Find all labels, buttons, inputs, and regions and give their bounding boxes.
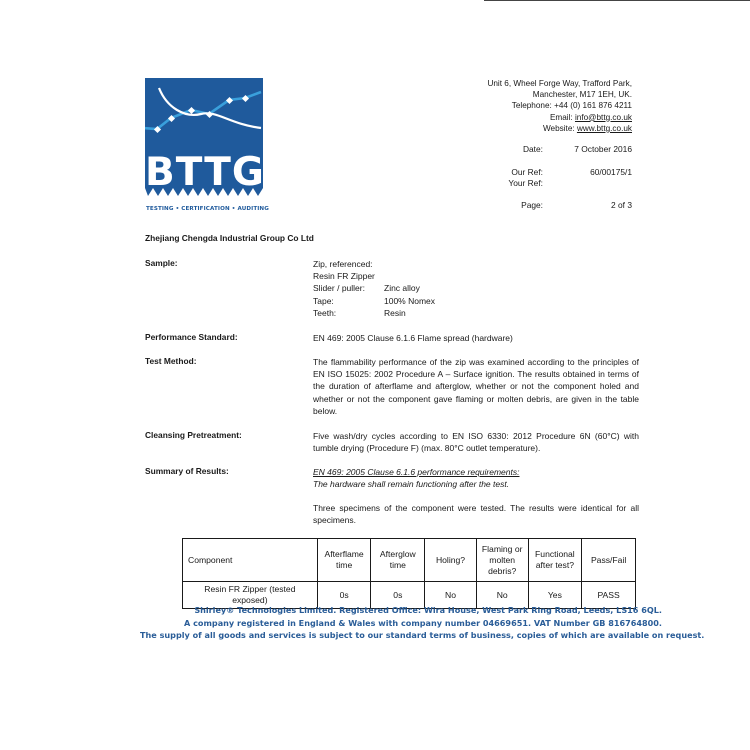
website-link[interactable]: www.bttg.co.uk: [576, 123, 632, 133]
cleansing-label: Cleansing Pretreatment:: [145, 430, 242, 440]
website-label: Website:: [542, 123, 577, 133]
sample-row: [313, 282, 639, 294]
footer: [140, 604, 705, 642]
page-label: Page:: [521, 200, 543, 210]
recipient-name: Zhejiang Chengda Industrial Group Co Ltd: [145, 233, 314, 243]
email-label: Email:: [549, 112, 575, 122]
results-table: [182, 538, 636, 609]
table-header-cell: Component: [183, 539, 318, 582]
table-header-cell: Functional after test?: [528, 539, 582, 582]
table-cell: 0s: [317, 582, 371, 609]
footer-line-3: The supply of all goods and services is subject to our standard terms of business, copies of which are available on request.: [140, 630, 705, 641]
sample-label: Sample:: [145, 258, 178, 268]
table-header-cell: Afterflame time: [317, 539, 371, 582]
footer-line-1: Shirley® Technologies Limited. Registered Office: Wira House, West Park Ring Road, Leeds, LS16 6QL.: [194, 605, 662, 615]
test-method-text: The flammability performance of the zip was examined according to the principles of EN ISO 15025: 2002 Procedure A – Surface ignition. The results obtained in terms of the duration of afterflame and afterglow, whether or not the component holed and whether or not the component gave flaming or molten debris, are given in the table below.: [313, 357, 639, 416]
website-row: [487, 123, 632, 134]
table-cell: Yes: [528, 582, 582, 609]
your-ref-label: Your Ref:: [508, 178, 543, 188]
table-cell: PASS: [582, 582, 636, 609]
table-cell: 0s: [371, 582, 425, 609]
address-line-2: Manchester, M17 1EH, UK.: [532, 90, 632, 100]
sample-row: [313, 307, 639, 319]
logo-title: BTTG: [145, 150, 265, 195]
table-header-cell: Holing?: [425, 539, 477, 582]
cleansing-text: Five wash/dry cycles according to EN ISO 6330: 2012 Procedure 6N (60°C) with tumble drying (Procedure F) (max. 80°C outlet temperature).: [313, 431, 639, 454]
footer-line-2: A company registered in England & Wales with company number 04669651. VAT Number GB 816764800.: [184, 617, 662, 628]
email-row: [487, 112, 632, 123]
sample-row-value: Resin: [384, 307, 406, 318]
performance-value: EN 469: 2005 Clause 6.1.6 Flame spread (hardware): [313, 333, 513, 343]
page-value: 2 of 3: [611, 200, 632, 210]
logo-tagline: TESTING • CERTIFICATION • AUDITING: [146, 206, 269, 212]
table-cell: Resin FR Zipper (tested exposed): [183, 582, 318, 609]
telephone: Telephone: +44 (0) 161 876 4211: [511, 101, 632, 111]
sample-row-key: Tape:: [313, 295, 334, 306]
sample-line-2: Resin FR Zipper: [313, 271, 375, 282]
summary-label: Summary of Results:: [145, 466, 229, 476]
address-line-1: Unit 6, Wheel Forge Way, Trafford Park,: [487, 79, 632, 88]
email-link[interactable]: info@bttg.co.uk: [574, 112, 632, 122]
sample-row-key: Slider / puller:: [313, 283, 365, 294]
bttg-logo: [145, 78, 267, 216]
sample-row-value: Zinc alloy: [384, 283, 420, 294]
performance-label: Performance Standard:: [145, 332, 238, 342]
specimens-note: Three specimens of the component were tested. The results were identical for all specimens.: [313, 503, 639, 526]
sample-row: [313, 295, 639, 307]
address-block: [487, 78, 632, 134]
requirements-title: EN 469: 2005 Clause 6.1.6 performance requirements:: [313, 467, 520, 477]
date-label: Date:: [522, 144, 543, 154]
top-rule: [484, 0, 750, 1]
table-header-row: [183, 539, 636, 582]
table-header-cell: Flaming or molten debris?: [476, 539, 528, 582]
summary-body: [313, 466, 639, 490]
sample-row-value: 100% Nomex: [384, 295, 436, 306]
table-header-cell: Afterglow time: [371, 539, 425, 582]
table-cell: No: [476, 582, 528, 609]
sample-body: [313, 258, 639, 319]
sample-line-1: Zip, referenced:: [313, 259, 373, 269]
date-value: 7 October 2016: [574, 144, 632, 154]
our-ref-value: 60/00175/1: [590, 167, 632, 177]
table-cell: No: [425, 582, 477, 609]
test-method-label: Test Method:: [145, 356, 197, 366]
sample-row-key: Teeth:: [313, 307, 337, 318]
requirements-text: The hardware shall remain functioning after the test.: [313, 479, 510, 490]
table-header-cell: Pass/Fail: [582, 539, 636, 582]
our-ref-label: Our Ref:: [511, 167, 543, 177]
